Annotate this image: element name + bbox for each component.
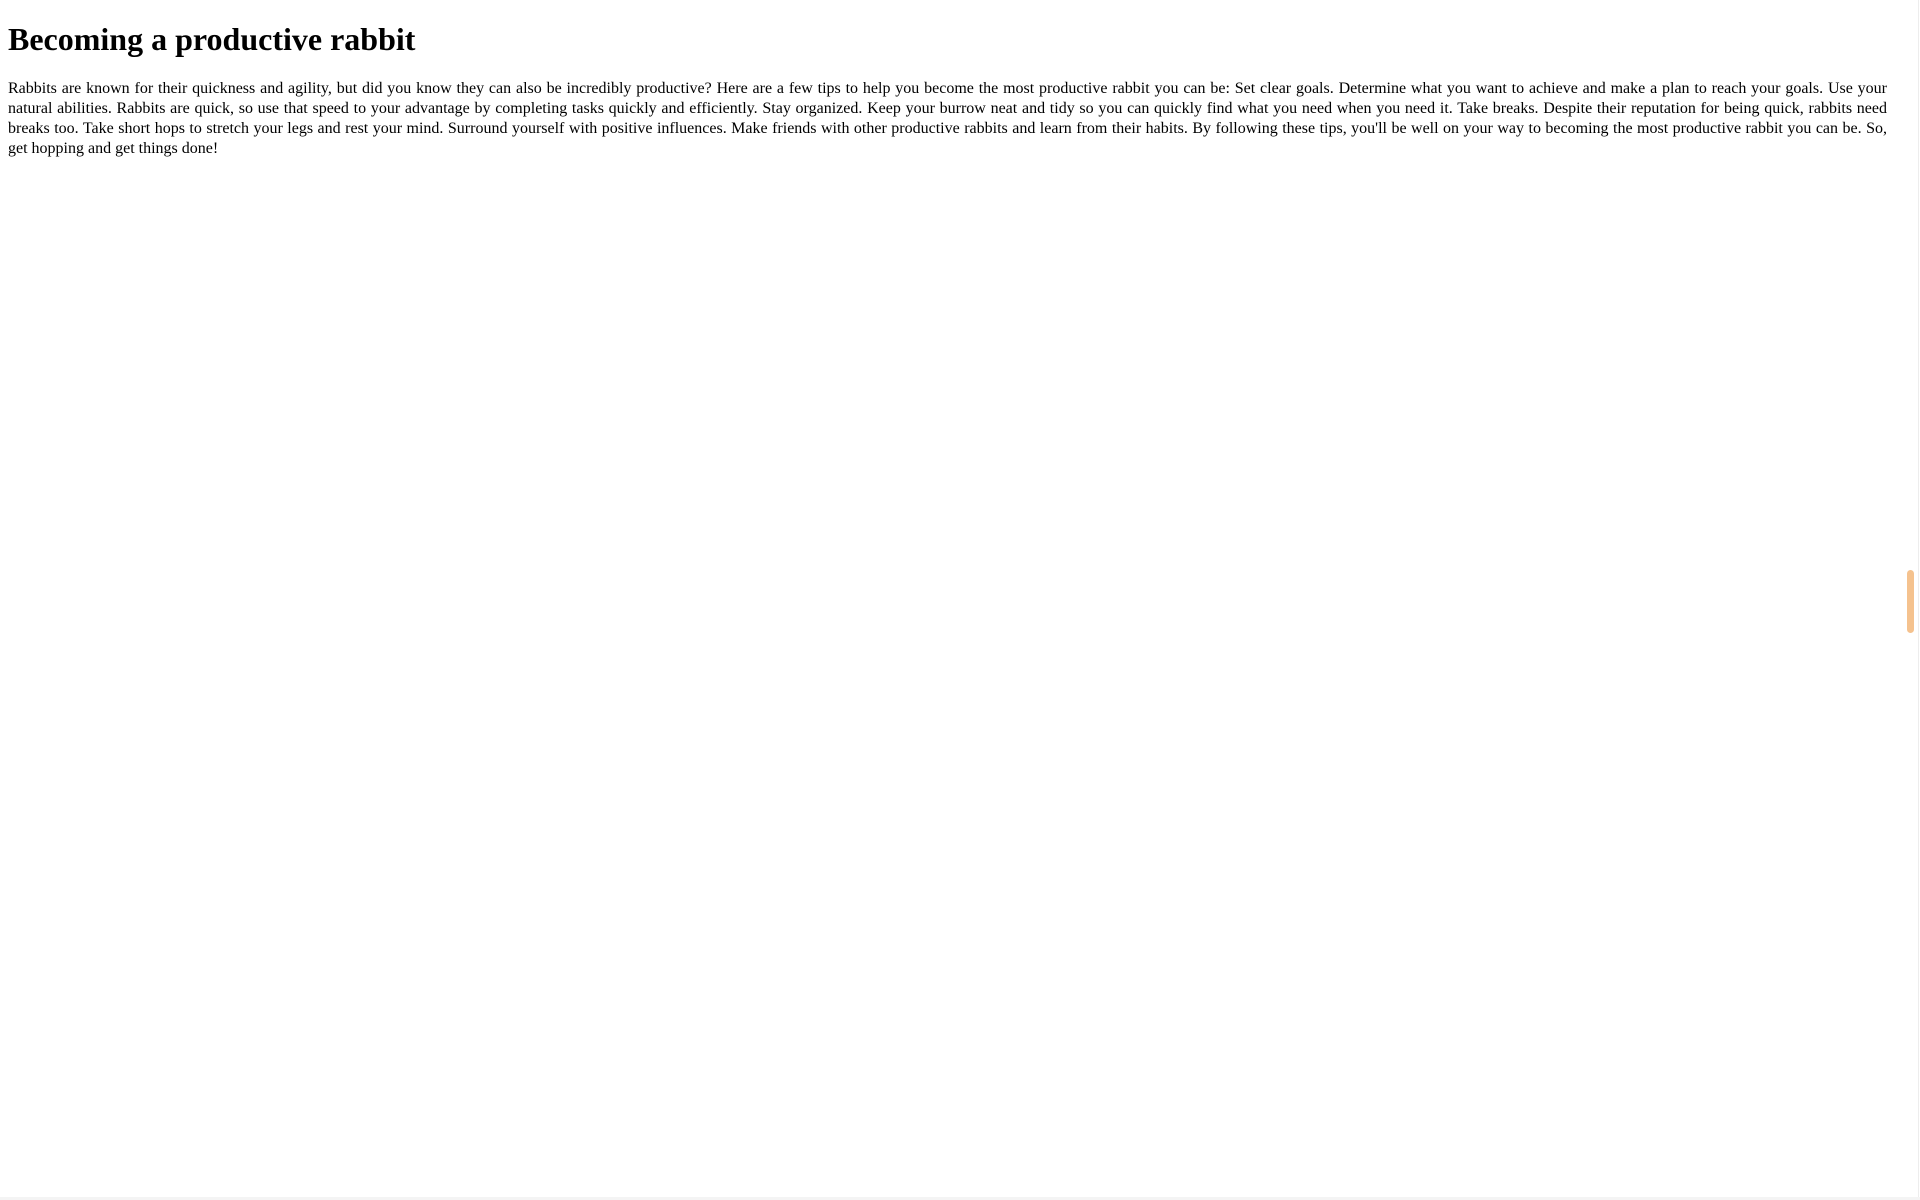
scrollbar-thumb[interactable] (1907, 570, 1914, 633)
scrollbar-track (1918, 0, 1919, 1200)
page-title: Becoming a productive rabbit (8, 21, 416, 57)
article-paragraph: Rabbits are known for their quickness and agility, but did you know they can also be incredibly productive? Here are a few tips to help you become the most productive rabbit you can be: Set clear goals. Determine what you want to achieve and make a plan to reach your goals. Use your natural abilities. Rabbits are quick, so use that speed to your advantage by completing tasks quickly and efficiently. Stay organized. Keep your burrow neat and tidy so you can quickly find what you need when you need it. Take breaks. Despite their reputation for being quick, rabbits need breaks too. Take short hops to stretch your legs and rest your mind. Surround yourself with positive influences. Make friends with other productive rabbits and learn from their habits. By following these tips, you'll be well on your way to becoming the most productive rabbit you can be. So, get hopping and get things done! (8, 79, 1887, 157)
article (8, 21, 1912, 159)
